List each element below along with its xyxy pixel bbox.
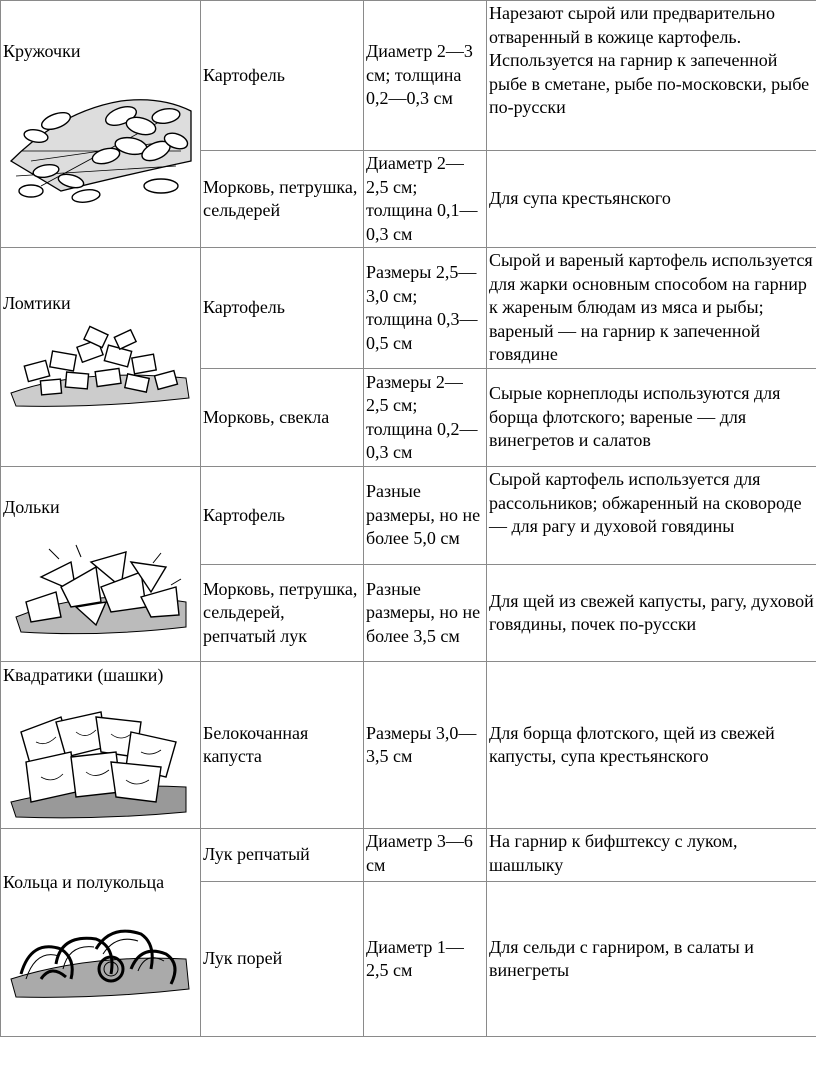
size-cell: Диаметр 2—2,5 см; толщина 0,1—0,3 см — [364, 151, 487, 248]
vegetable-cell: Белокочанная капуста — [201, 662, 364, 829]
cut-form-illustration — [1, 248, 199, 467]
table-row — [1, 467, 816, 565]
cut-form-cell — [1, 467, 201, 662]
use-cell: Для сельди с гарниром, в салаты и винегреты — [487, 882, 816, 1037]
use-cell: Сырой картофель используется для рассольников; обжаренный на сковороде — для рагу и духовой говядины — [487, 467, 816, 565]
use-cell: Для супа крестьянского — [487, 151, 816, 248]
cut-form-cell — [1, 248, 201, 467]
size-cell: Размеры 3,0—3,5 см — [364, 662, 487, 829]
vegetable-cell: Картофель — [201, 248, 364, 369]
size-cell: Диаметр 2—3 см; толщина 0,2—0,3 см — [364, 1, 487, 151]
vegetable-cell: Морковь, петрушка, сельдерей, репчатый лук — [201, 565, 364, 662]
table-row — [1, 662, 816, 829]
cut-form-name: Кружочки — [3, 41, 81, 61]
use-cell: Сырые корнеплоды используются для борща флотского; вареные — для винегретов и салатов — [487, 369, 816, 467]
size-cell: Диаметр 3—6 см — [364, 829, 487, 882]
vegetable-cell: Картофель — [201, 467, 364, 565]
table-row — [1, 1, 816, 151]
size-cell: Разные размеры, но не более 5,0 см — [364, 467, 487, 565]
vegetable-cell: Картофель — [201, 1, 364, 151]
use-cell: Нарезают сырой или предварительно отваренный в кожице картофель. Используется на гарнир к запеченной рыбе в сметане, рыбе по-московски, рыбе по-русски — [487, 1, 816, 151]
cut-form-illustration — [1, 829, 199, 1034]
cut-form-cell — [1, 829, 201, 1037]
cut-form-cell — [1, 1, 201, 248]
vegetable-cell: Лук репчатый — [201, 829, 364, 882]
size-cell: Диаметр 1—2,5 см — [364, 882, 487, 1037]
table-row — [1, 829, 816, 882]
size-cell: Размеры 2—2,5 см; толщина 0,2—0,3 см — [364, 369, 487, 467]
cut-form-cell — [1, 662, 201, 829]
onion-rings-drawing — [1, 829, 199, 1034]
use-cell: Для борща флотского, щей из свежей капусты, супа крестьянского — [487, 662, 816, 829]
cut-form-name: Кольца и полукольца — [3, 872, 165, 892]
size-cell: Разные размеры, но не более 3,5 см — [364, 565, 487, 662]
use-cell: На гарнир к бифштексу с луком, шашлыку — [487, 829, 816, 882]
table-row — [1, 248, 816, 369]
cut-form-name: Ломтики — [3, 293, 71, 313]
cut-form-name: Дольки — [3, 497, 60, 517]
size-cell: Размеры 2,5—3,0 см; толщина 0,3—0,5 см — [364, 248, 487, 369]
vegetable-cell: Лук порей — [201, 882, 364, 1037]
sliced-pieces-drawing — [1, 248, 199, 467]
vegetable-cell: Морковь, петрушка, сельдерей — [201, 151, 364, 248]
use-cell: Для щей из свежей капусты, рагу, духовой говядины, почек по-русски — [487, 565, 816, 662]
cut-form-name: Квадратики (шашки) — [3, 665, 164, 685]
use-cell: Сырой и вареный картофель используется для жарки основным способом на гарнир к жареным блюдам из мяса и рыбы; вареный — на гарнир к запеченной говядине — [487, 248, 816, 369]
vegetable-cell: Морковь, свекла — [201, 369, 364, 467]
